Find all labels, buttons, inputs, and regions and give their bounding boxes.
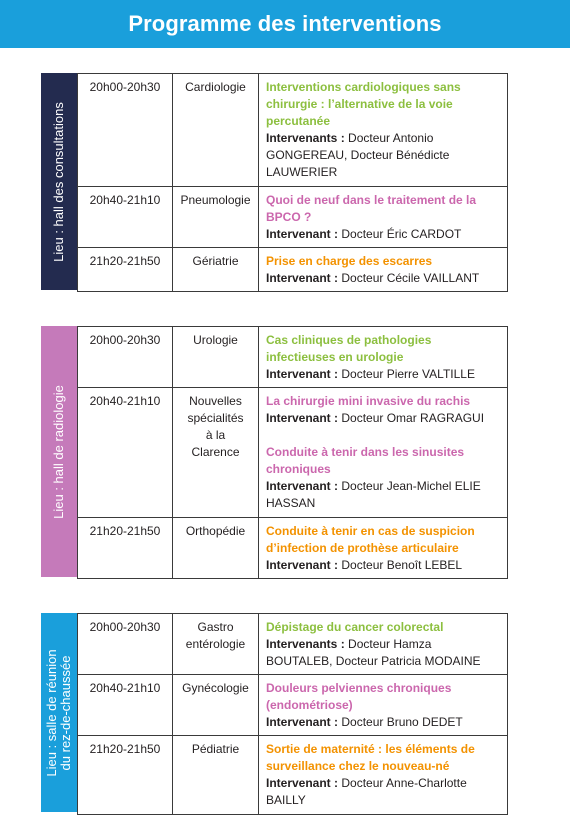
time-cell: 20h40-21h10	[78, 187, 173, 248]
page-title: Programme des interventions	[128, 11, 442, 36]
table-row	[78, 248, 508, 292]
specialty-cell: Nouvelles spécialités à la Clarence	[173, 388, 259, 518]
specialty-cell: Orthopédie	[173, 518, 259, 579]
speakers: Intervenant : Docteur Anne-Charlotte BAILLY	[266, 776, 467, 807]
speakers: Intervenant : Docteur Cécile VAILLANT	[266, 271, 480, 285]
specialty-cell: Gériatrie	[173, 248, 259, 292]
page-header	[0, 0, 570, 48]
speakers: Intervenant : Docteur Éric CARDOT	[266, 227, 462, 241]
time-cell: 20h00-20h30	[78, 74, 173, 187]
time-cell: 20h00-20h30	[78, 327, 173, 388]
speakers: Intervenants : Docteur Antonio GONGEREAU, Docteur Bénédicte LAUWERIER	[266, 131, 450, 179]
talk-title: Cas cliniques de pathologies infectieuses en urologie	[266, 333, 432, 364]
talk-title: Conduite à tenir dans les sinusites chroniques	[266, 445, 465, 476]
talk-title: Quoi de neuf dans le traitement de la BPCO ?	[266, 193, 477, 224]
schedule-table	[77, 613, 508, 815]
section-salle-reunion	[41, 613, 508, 812]
specialty-cell: Gastro entérologie	[173, 614, 259, 675]
table-row	[78, 388, 508, 518]
topic-cell	[259, 388, 508, 518]
talk-title: Interventions cardiologiques sans chirurgie : l’alternative de la voie percutanée	[266, 80, 461, 128]
talk-title: Conduite à tenir en cas de suspicion d’infection de prothèse articulaire	[266, 524, 475, 555]
location-band	[41, 73, 77, 290]
time-cell: 21h20-21h50	[78, 736, 173, 815]
table-row	[78, 327, 508, 388]
topic-cell	[259, 518, 508, 579]
speakers: Intervenant : Docteur Pierre VALTILLE	[266, 367, 475, 381]
talk-title: Dépistage du cancer colorectal	[266, 620, 444, 634]
time-cell: 21h20-21h50	[78, 518, 173, 579]
talk-title: Douleurs pelviennes chroniques (endométriose)	[266, 681, 452, 712]
table-row	[78, 736, 508, 815]
specialty-cell: Pédiatrie	[173, 736, 259, 815]
table-row	[78, 187, 508, 248]
topic-cell	[259, 327, 508, 388]
time-cell: 21h20-21h50	[78, 248, 173, 292]
talk-title: La chirurgie mini invasive du rachis	[266, 394, 471, 408]
location-label: Lieu : salle de réunion du rez-de-chaussée	[44, 648, 73, 777]
section-hall-consultations	[41, 73, 508, 290]
topic-cell	[259, 74, 508, 187]
schedule-table	[77, 73, 508, 292]
topic-cell	[259, 248, 508, 292]
location-label: Lieu : hall de radiologie	[51, 384, 66, 519]
topic-cell	[259, 675, 508, 736]
speakers: Intervenant : Docteur Benoît LEBEL	[266, 558, 463, 572]
specialty-cell: Gynécologie	[173, 675, 259, 736]
speakers: Intervenants : Docteur Hamza BOUTALEB, Docteur Patricia MODAINE	[266, 637, 481, 668]
time-cell: 20h40-21h10	[78, 388, 173, 518]
topic-cell	[259, 614, 508, 675]
speakers: Intervenant : Docteur Omar RAGRAGUI	[266, 411, 485, 425]
time-cell: 20h40-21h10	[78, 675, 173, 736]
location-label: Lieu : hall des consultations	[51, 101, 66, 262]
specialty-cell: Pneumologie	[173, 187, 259, 248]
table-row	[78, 614, 508, 675]
section-hall-radiologie	[41, 326, 508, 577]
table-row	[78, 518, 508, 579]
topic-cell	[259, 736, 508, 815]
schedule-table	[77, 326, 508, 579]
table-row	[78, 675, 508, 736]
talk-title: Sortie de maternité : les éléments de surveillance chez le nouveau-né	[266, 742, 475, 773]
specialty-cell: Urologie	[173, 327, 259, 388]
table-row	[78, 74, 508, 187]
speakers: Intervenant : Docteur Jean-Michel ELIE HASSAN	[266, 479, 481, 510]
location-band	[41, 326, 77, 577]
talk-title: Prise en charge des escarres	[266, 254, 433, 268]
location-band	[41, 613, 77, 812]
speakers: Intervenant : Docteur Bruno DEDET	[266, 715, 463, 729]
topic-cell	[259, 187, 508, 248]
time-cell: 20h00-20h30	[78, 614, 173, 675]
specialty-cell: Cardiologie	[173, 74, 259, 187]
